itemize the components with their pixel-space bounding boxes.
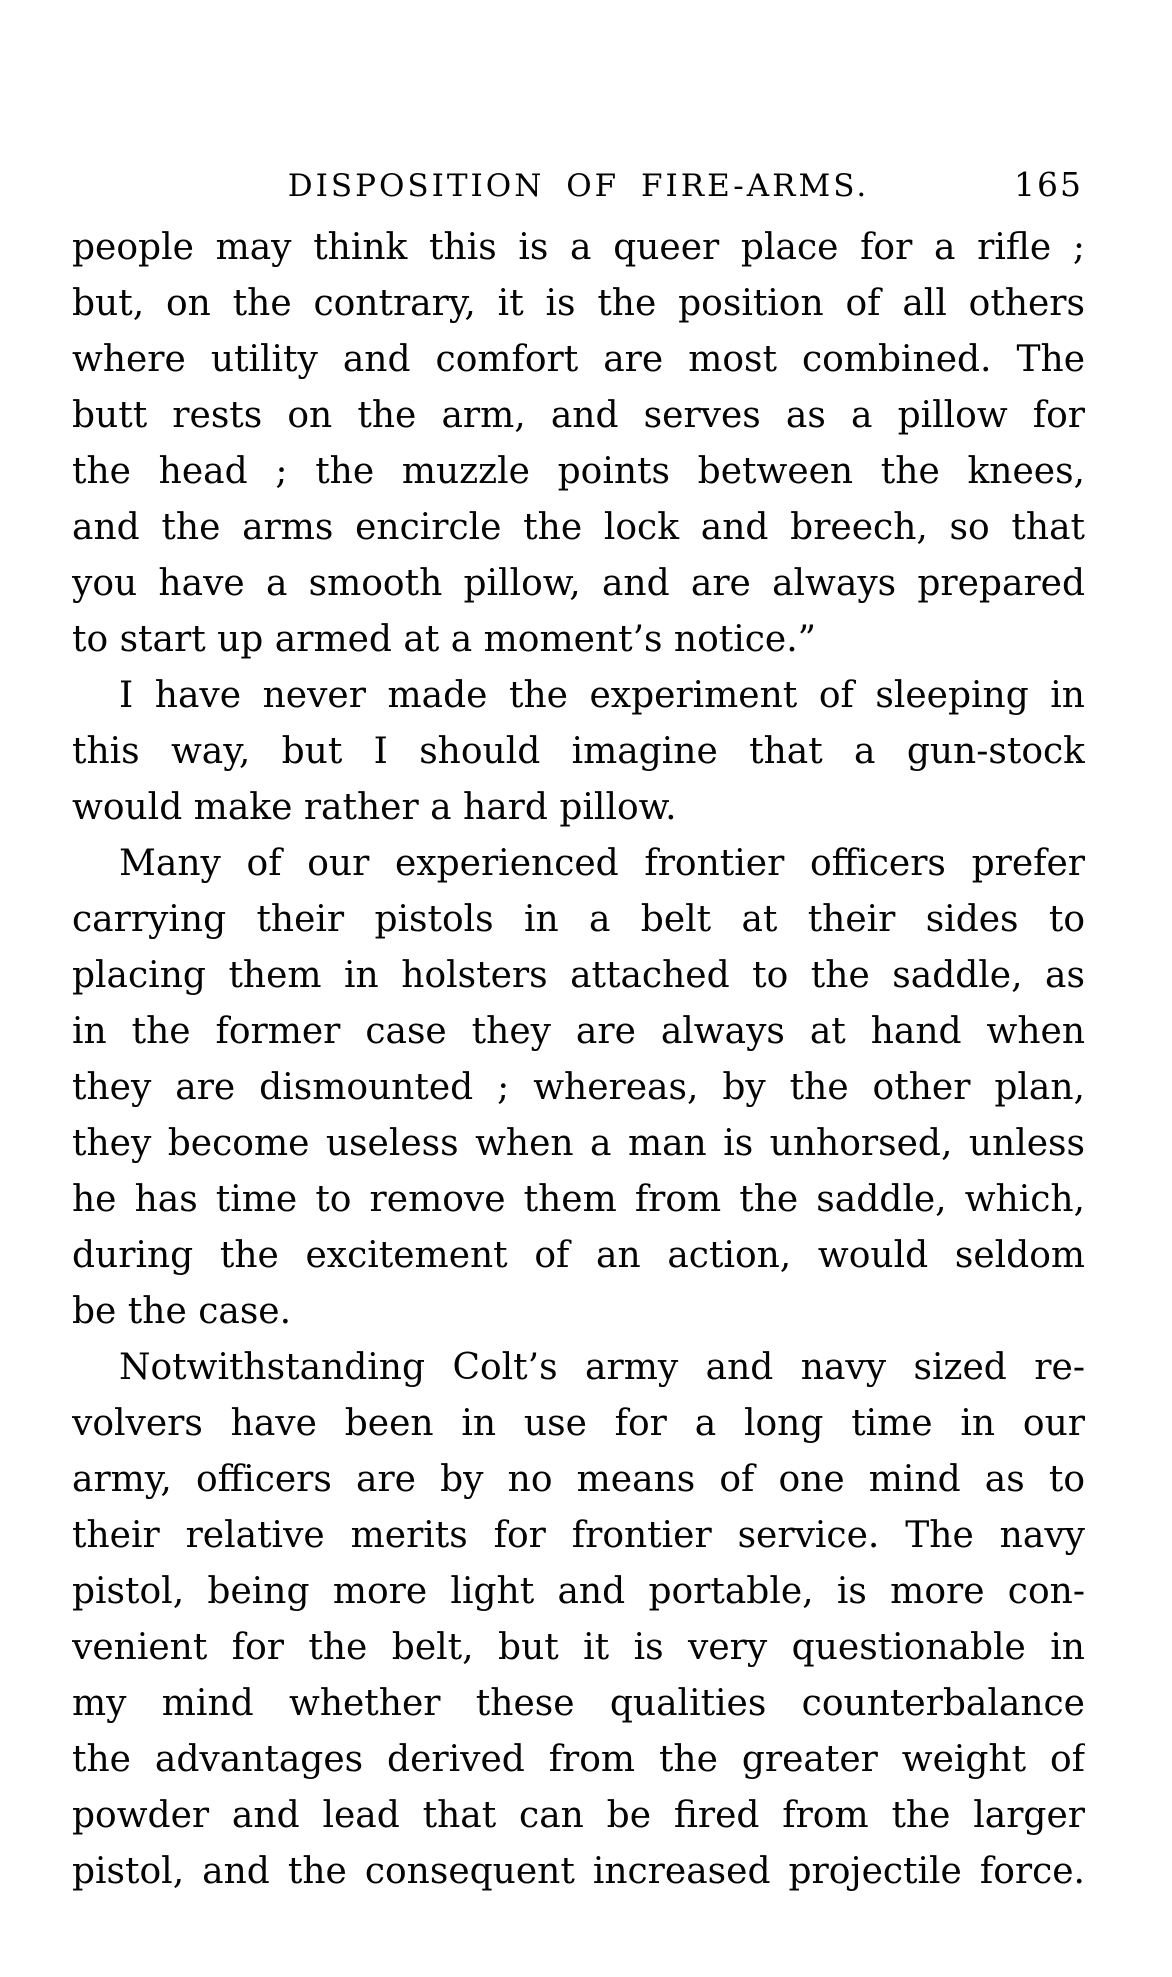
text-line: venient for the belt, but it is very questionable in <box>72 1627 1085 1668</box>
text-line: carrying their pistols in a belt at their sides to <box>72 899 1085 940</box>
text-line: they become useless when a man is unhorsed, unless <box>72 1123 1085 1164</box>
text-line: where utility and comfort are most combined. The <box>72 339 1085 380</box>
running-head-title: DISPOSITION OF FIRE-ARMS. <box>287 168 870 204</box>
text-line: but, on the contrary, it is the position of all others <box>72 283 1085 324</box>
text-line: during the excitement of an action, would seldom <box>72 1235 1085 1276</box>
text-line: I have never made the experiment of sleeping in <box>119 675 1085 716</box>
text-line: placing them in holsters attached to the saddle, as <box>72 955 1085 996</box>
text-line: and the arms encircle the lock and breech, so that <box>72 507 1085 548</box>
paragraph-1 <box>72 220 1085 668</box>
text-line: would make rather a hard pillow. <box>72 787 677 828</box>
text-line: Notwithstanding Colt’s army and navy sized re- <box>119 1347 1085 1388</box>
text-line: the head ; the muzzle points between the knees, <box>72 451 1085 492</box>
text-line: you have a smooth pillow, and are always prepared <box>72 563 1085 604</box>
text-line: their relative merits for frontier service. The navy <box>72 1515 1085 1556</box>
text-line: my mind whether these qualities counterbalance <box>72 1683 1085 1724</box>
page-number: 165 <box>1014 165 1083 204</box>
text-line: he has time to remove them from the saddle, which, <box>72 1179 1085 1220</box>
page-header <box>72 165 1085 208</box>
text-line: butt rests on the arm, and serves as a pillow for <box>72 395 1085 436</box>
text-line: pistol, being more light and portable, is more con- <box>72 1571 1085 1612</box>
text-line: people may think this is a queer place for a rifle ; <box>72 227 1085 268</box>
paragraph-3 <box>72 836 1085 1340</box>
paragraph-4 <box>72 1340 1085 1900</box>
text-line: powder and lead that can be fired from the larger <box>72 1795 1085 1836</box>
text-line: volvers have been in use for a long time in our <box>72 1403 1085 1444</box>
text-line: the advantages derived from the greater weight of <box>72 1739 1085 1780</box>
text-line: they are dismounted ; whereas, by the other plan, <box>72 1067 1085 1108</box>
text-line: Many of our experienced frontier officers prefer <box>119 843 1085 884</box>
text-line: army, officers are by no means of one mind as to <box>72 1459 1085 1500</box>
text-line: pistol, and the consequent increased projectile force. <box>72 1851 1085 1892</box>
paragraph-2 <box>72 668 1085 836</box>
text-line: be the case. <box>72 1291 292 1332</box>
text-line: this way, but I should imagine that a gun-stock <box>72 731 1085 772</box>
text-line: to start up armed at a moment’s notice.” <box>72 619 817 660</box>
body-text <box>72 220 1085 1900</box>
text-line: in the former case they are always at hand when <box>72 1011 1085 1052</box>
